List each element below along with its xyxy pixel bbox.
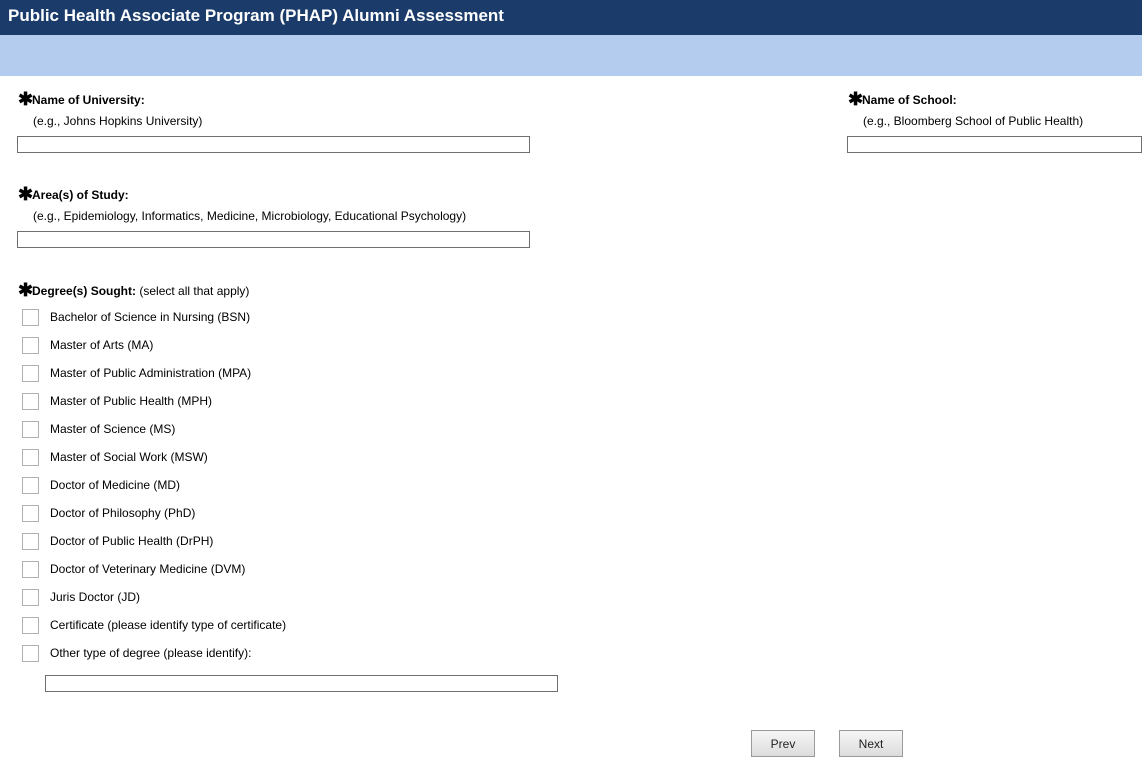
checkbox-icon[interactable] <box>22 561 39 578</box>
degree-option-label: Bachelor of Science in Nursing (BSN) <box>50 310 251 324</box>
checkbox-icon[interactable] <box>22 589 39 606</box>
area-question <box>18 184 467 223</box>
next-button[interactable]: Next <box>839 730 903 757</box>
checkbox-icon[interactable] <box>22 477 39 494</box>
degree-option-label: Doctor of Veterinary Medicine (DVM) <box>50 562 246 576</box>
checkbox-icon[interactable] <box>22 365 39 382</box>
university-input[interactable] <box>17 136 530 153</box>
university-question <box>18 89 203 128</box>
degree-option-label: Doctor of Philosophy (PhD) <box>50 506 196 520</box>
asterisk-icon: ✱ <box>18 280 34 300</box>
other-degree-input[interactable] <box>45 675 558 692</box>
asterisk-icon: ✱ <box>848 89 864 109</box>
asterisk-icon: ✱ <box>18 184 34 204</box>
school-input[interactable] <box>847 136 1142 153</box>
degree-option-label: Master of Public Administration (MPA) <box>50 366 252 380</box>
degrees-question <box>18 280 250 300</box>
degree-option-label: Other type of degree (please identify): <box>50 646 252 660</box>
page-title: Public Health Associate Program (PHAP) Alumni Assessment <box>8 6 504 25</box>
degrees-note: (select all that apply) <box>139 284 250 298</box>
prev-button[interactable]: Prev <box>751 730 815 757</box>
checkbox-icon[interactable] <box>22 645 39 662</box>
degree-option-label: Certificate (please identify type of certificate) <box>50 618 287 632</box>
header-bar <box>0 0 1142 35</box>
degree-option-label: Doctor of Public Health (DrPH) <box>50 534 214 548</box>
checkbox-icon[interactable] <box>22 421 39 438</box>
checkbox-icon[interactable] <box>22 449 39 466</box>
degree-option-label: Master of Public Health (MPH) <box>50 394 213 408</box>
area-input[interactable] <box>17 231 530 248</box>
school-question <box>848 89 1084 128</box>
checkbox-icon[interactable] <box>22 393 39 410</box>
checkbox-icon[interactable] <box>22 337 39 354</box>
school-label: Name of School: <box>862 93 957 107</box>
checkbox-icon[interactable] <box>22 533 39 550</box>
degree-option-label: Master of Social Work (MSW) <box>50 450 208 464</box>
area-hint: (e.g., Epidemiology, Informatics, Medicine, Microbiology, Educational Psychology) <box>33 209 467 223</box>
degree-option-label: Master of Arts (MA) <box>50 338 154 352</box>
school-hint: (e.g., Bloomberg School of Public Health) <box>863 114 1084 128</box>
header-subbar <box>0 35 1142 76</box>
degree-option-label: Juris Doctor (JD) <box>50 590 141 604</box>
checkbox-icon[interactable] <box>22 505 39 522</box>
checkbox-icon[interactable] <box>22 617 39 634</box>
university-hint: (e.g., Johns Hopkins University) <box>33 114 203 128</box>
university-label: Name of University: <box>32 93 145 107</box>
asterisk-icon: ✱ <box>18 89 34 109</box>
degree-option-label: Master of Science (MS) <box>50 422 176 436</box>
checkbox-icon[interactable] <box>22 309 39 326</box>
area-label: Area(s) of Study: <box>32 188 129 202</box>
degrees-label: Degree(s) Sought: <box>32 284 137 298</box>
degree-option-label: Doctor of Medicine (MD) <box>50 478 181 492</box>
